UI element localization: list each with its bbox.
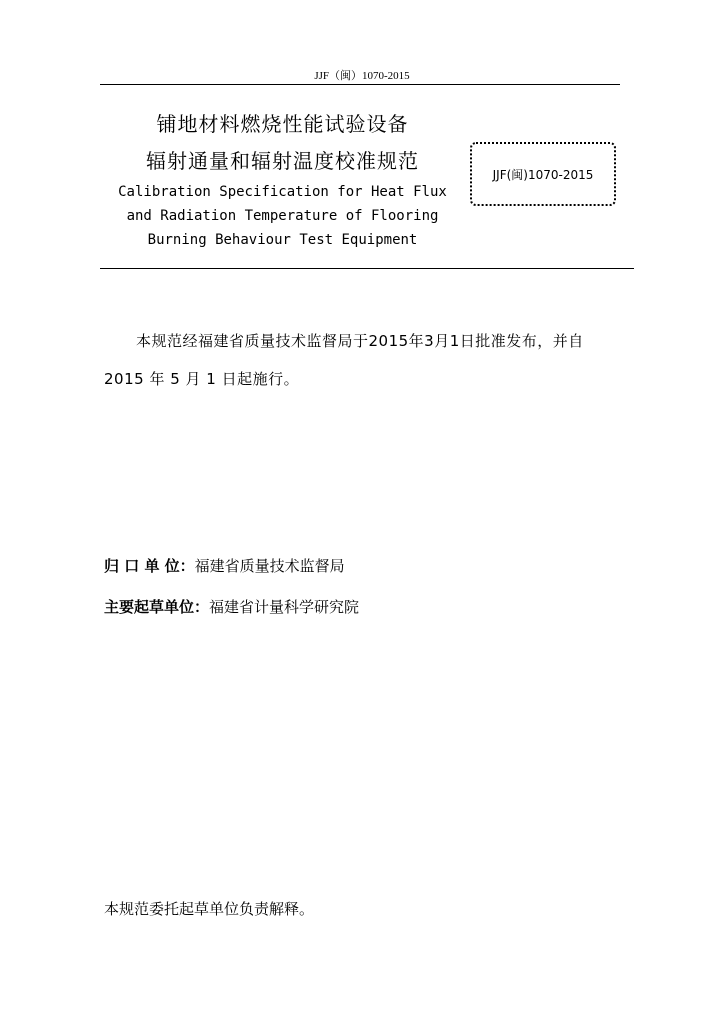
title-en-line-3: Burning Behaviour Test Equipment [147,232,418,248]
standard-code-box: JJF(闽)1070-2015 [470,142,616,206]
title-cn-line-1: 铺地材料燃烧性能试验设备 [156,112,409,136]
drafting-unit-label: 主要起草单位： [104,598,210,616]
responsible-unit-value: 福建省质量技术监督局 [194,557,345,575]
title-en-line-2: and Radiation Temperature of Flooring [126,208,439,224]
title-cn-line-2: 辐射通量和辐射温度校准规范 [146,149,419,173]
header-standard-code: JJF（闽）1070-2015 [314,70,410,82]
title-divider [100,268,634,269]
responsible-unit-row [104,555,345,576]
header-rule [100,84,620,85]
title-en [100,180,465,252]
drafting-unit-row [104,596,359,617]
title-en-line-1: Calibration Specification for Heat Flux [118,184,447,200]
interpretation-note: 本规范委托起草单位负责解释。 [104,900,315,918]
responsible-unit-label: 归 口 单 位： [104,557,195,575]
drafting-unit-value: 福建省计量科学研究院 [209,598,360,616]
approval-statement: 本规范经福建省质量技术监督局于2015年3月1日批准发布，并自 2015 年 5 月 1 日起施行。 [104,332,584,388]
